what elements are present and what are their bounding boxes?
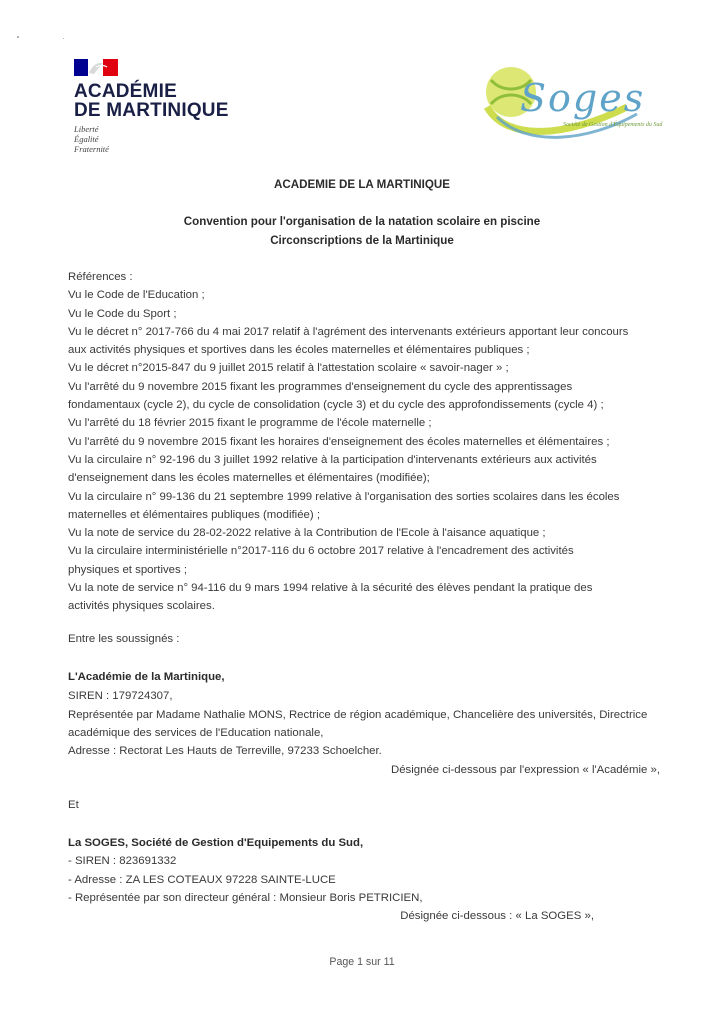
marianne-flag-icon [74, 59, 118, 76]
reference-line: Vu l'arrêté du 18 février 2015 fixant le programme de l'école maternelle ; [68, 417, 432, 430]
academie-name-line1: ACADÉMIE [74, 81, 177, 102]
reference-line: Vu la circulaire n° 99-136 du 21 septembre 1999 relative à l'organisation des sorties scolaires dans les écoles [68, 490, 620, 503]
scan-speck [17, 36, 19, 38]
motto-fraternite: Fraternité [74, 144, 109, 154]
reference-line: Vu le décret n° 2017-766 du 4 mai 2017 relatif à l'agrément des intervenants extérieurs apportant leur concours [68, 325, 629, 338]
parties-intro: Entre les soussignés : [68, 633, 180, 645]
academie-logo [74, 59, 254, 154]
academie-party-name: L'Académie de la Martinique, [68, 671, 225, 683]
soges-designation: Désignée ci-dessous : « La SOGES », [400, 910, 594, 922]
reference-line: Vu l'arrêté du 9 novembre 2015 fixant les programmes d'enseignement du cycle des apprentissages [68, 380, 573, 393]
academie-representative-line2: académique des services de l'Education nationale, [68, 727, 324, 739]
academie-siren: SIREN : 179724307, [68, 690, 173, 702]
references-heading: Références : [68, 271, 133, 283]
soges-tagline: Société de Gestion d'Équipements du Sud [563, 122, 663, 128]
and-separator: Et [68, 799, 79, 811]
soges-address: - Adresse : ZA LES COTEAUX 97228 SAINTE-LUCE [68, 874, 336, 886]
reference-line: Vu la note de service du 28-02-2022 relative à la Contribution de l'Ecole à l'aisance aquatique ; [68, 527, 546, 540]
scan-speck [63, 38, 64, 39]
republic-motto [74, 124, 254, 154]
academie-designation: Désignée ci-dessous par l'expression « l'Académie », [390, 764, 660, 776]
motto-liberte: Liberté [74, 124, 99, 134]
reference-line: activités physiques scolaires. [68, 600, 215, 613]
academie-representative-line1: Représentée par Madame Nathalie MONS, Rectrice de région académique, Chancelière des universités, Directrice [68, 709, 648, 721]
motto-egalite: Égalité [74, 134, 99, 144]
page-number: Page 1 sur 11 [329, 956, 395, 968]
reference-line: Vu l'arrêté du 9 novembre 2015 fixant les horaires d'enseignement des écoles maternelles et élémentaires ; [68, 435, 610, 448]
reference-line: aux activités physiques et sportives dans les écoles maternelles et élémentaires publiques ; [68, 344, 530, 357]
reference-line: d'enseignement dans les écoles maternelles et élémentaires (modifiée); [68, 472, 430, 485]
reference-line: Vu le Code de l'Education ; [68, 289, 205, 302]
soges-party-name: La SOGES, Société de Gestion d'Equipements du Sud, [68, 837, 364, 849]
reference-line: Vu la circulaire n° 92-196 du 3 juillet 1992 relative à la participation d'intervenants extérieurs aux activités [68, 453, 597, 466]
convention-title: Convention pour l'organisation de la natation scolaire en piscine [183, 215, 541, 228]
reference-line: Vu la circulaire interministérielle n°2017-116 du 6 octobre 2017 relative à l'encadrement des activités [68, 545, 574, 558]
reference-line: fondamentaux (cycle 2), du cycle de consolidation (cycle 3) et du cycle des approfondissements (cycle 4) ; [68, 399, 604, 412]
soges-siren: - SIREN : 823691332 [68, 855, 177, 867]
soges-logo [477, 62, 663, 162]
convention-subtitle: Circonscriptions de la Martinique [270, 234, 454, 247]
academie-name-line2: DE MARTINIQUE [74, 100, 229, 121]
soges-wordmark: Soges [520, 76, 646, 120]
reference-line: physiques et sportives ; [68, 563, 188, 576]
academie-address: Adresse : Rectorat Les Hauts de Terreville, 97233 Schoelcher. [68, 745, 382, 757]
reference-line: maternelles et élémentaires publiques (modifiée) ; [68, 508, 320, 521]
reference-line: Vu la note de service n° 94-116 du 9 mars 1994 relative à la sécurité des élèves pendant la pratique des [68, 582, 593, 595]
document-title: ACADEMIE DE LA MARTINIQUE [273, 178, 451, 191]
references-list [68, 268, 668, 616]
reference-line: Vu le Code du Sport ; [68, 307, 177, 320]
soges-representative: - Représentée par son directeur général : Monsieur Boris PETRICIEN, [68, 892, 423, 904]
reference-line: Vu le décret n°2015-847 du 9 juillet 2015 relatif à l'attestation scolaire « savoir-nager » ; [68, 362, 509, 375]
